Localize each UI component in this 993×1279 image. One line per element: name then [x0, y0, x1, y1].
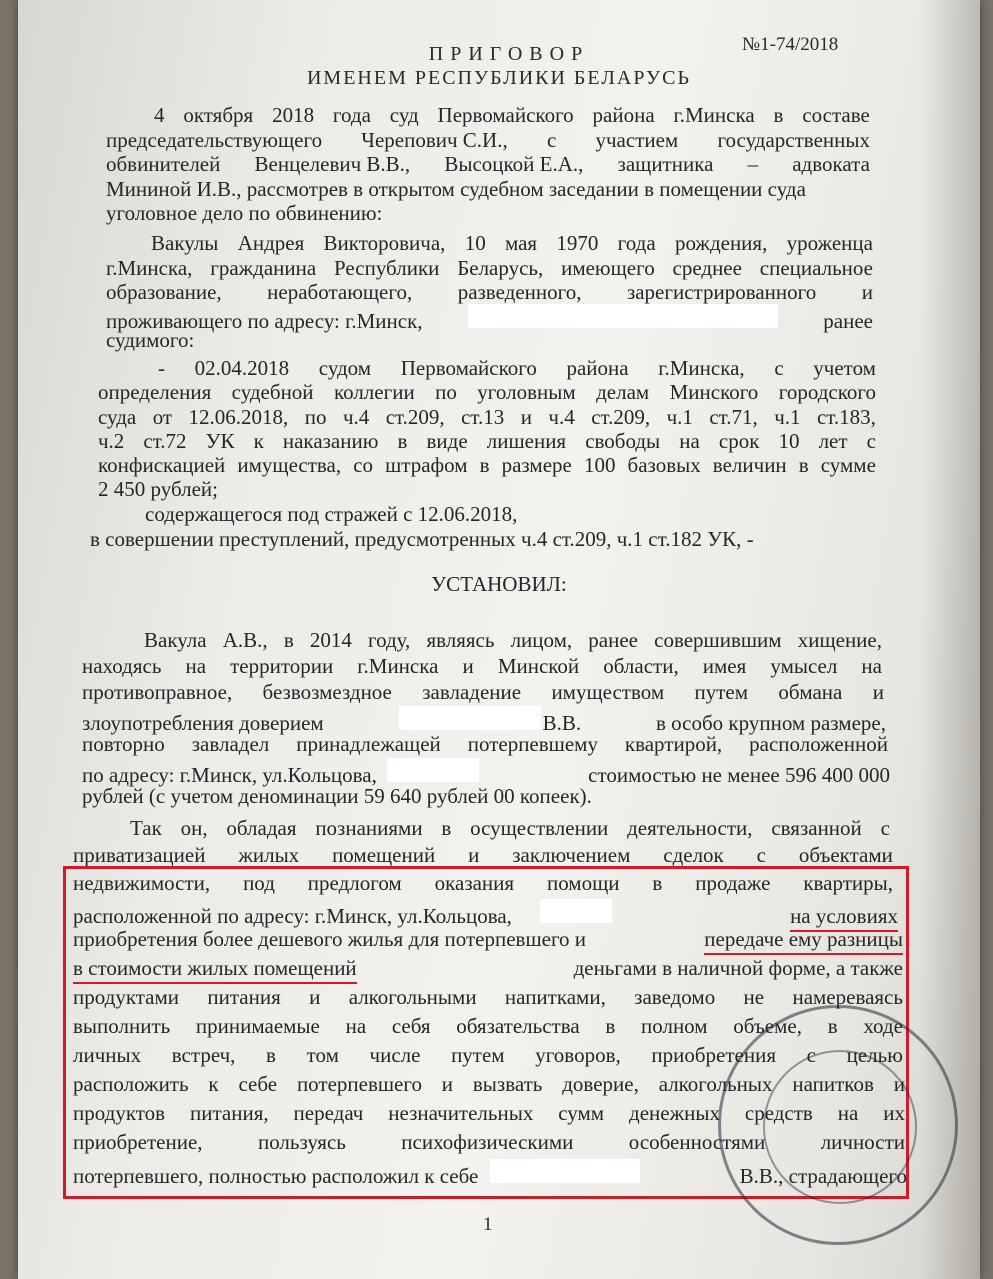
- court-seal: [718, 1005, 958, 1245]
- word: обязательства: [456, 1014, 580, 1038]
- word: среднее: [672, 256, 742, 280]
- word: Минской: [497, 654, 580, 678]
- word: базовых: [627, 453, 701, 477]
- word: связанной: [771, 816, 862, 840]
- text-line: [106, 177, 870, 202]
- word: предлогом: [307, 871, 402, 895]
- word: ст.209,: [591, 405, 651, 429]
- word: потерпевшего: [296, 1072, 422, 1096]
- word: том: [306, 1043, 339, 1067]
- word: осуществлении: [470, 816, 609, 840]
- word: Андрея: [237, 231, 305, 255]
- text-fragment: стоимостью не менее 596 400 000: [588, 763, 890, 787]
- text-fragment: деньгами в наличной форме, а также: [573, 956, 903, 980]
- word: в: [827, 1014, 838, 1038]
- word: году,: [367, 628, 411, 652]
- word: в: [283, 628, 294, 652]
- word: выполнить: [73, 1014, 171, 1038]
- seal-emblem: [763, 1050, 917, 1204]
- word: сделок: [663, 843, 724, 867]
- word: величин: [712, 453, 787, 477]
- word: ст.71,: [709, 405, 758, 429]
- text-line: [98, 405, 876, 430]
- text-line: [145, 502, 845, 527]
- document-page: [18, 0, 980, 1279]
- text-line: [98, 429, 876, 454]
- word: председательствующего: [106, 128, 323, 152]
- word: ч.2: [98, 429, 125, 453]
- word: 10: [464, 231, 486, 255]
- word: под: [243, 871, 275, 895]
- text-fragment: В.В.: [542, 711, 582, 735]
- word: целью: [846, 1043, 903, 1067]
- word: виде: [426, 429, 468, 453]
- text-fragment: по адресу: г.Минск, ул.Кольцова,: [82, 763, 377, 787]
- word: в: [605, 1014, 616, 1038]
- word: психофизическими: [401, 1130, 574, 1154]
- word: содержащегося под стражей с 12.06.2018,: [145, 502, 518, 526]
- word: учетом: [813, 356, 876, 380]
- redacted-name: [399, 706, 541, 730]
- word: с: [880, 816, 890, 840]
- highlighted-phrase: передаче ему разницы: [704, 927, 903, 955]
- word: рублей (с учетом деноминации 59 640 рублей 00 копеек).: [82, 784, 592, 808]
- word: с: [756, 843, 766, 867]
- word: продуктов: [73, 1101, 166, 1125]
- word: приобретение,: [73, 1130, 203, 1154]
- word: территории: [230, 654, 334, 678]
- word: в: [773, 103, 784, 127]
- word: имея: [702, 654, 747, 678]
- word: на: [679, 429, 700, 453]
- word: личности: [820, 1130, 905, 1154]
- word: расположенной: [749, 732, 888, 756]
- word: квартиры,: [803, 871, 893, 895]
- word: повторно: [82, 732, 165, 756]
- word: судом: [318, 356, 372, 380]
- word: имуществом: [551, 680, 665, 704]
- word: 4: [154, 103, 165, 127]
- word: незначительных: [388, 1101, 534, 1125]
- word: делам: [596, 380, 650, 404]
- text-fragment: расположенной по адресу: г.Минск, ул.Кольцова,: [73, 904, 512, 928]
- word: Черепович С.И.,: [361, 128, 508, 152]
- word: года: [617, 231, 656, 255]
- word: района: [592, 103, 655, 127]
- word: конфискацией: [98, 453, 226, 477]
- word: напитков: [792, 1072, 874, 1096]
- word: продуктами: [73, 985, 180, 1009]
- word: потерпевшему: [467, 732, 598, 756]
- word: полном: [641, 1014, 708, 1038]
- word: продаже: [695, 871, 771, 895]
- word: с: [806, 1043, 816, 1067]
- word: Первомайского: [400, 356, 537, 380]
- text-line: [90, 527, 870, 552]
- document-title: ПРИГОВОР: [428, 43, 590, 65]
- word: ч.4: [342, 405, 370, 429]
- text-line: [98, 477, 876, 502]
- word: штрафом: [385, 453, 468, 477]
- text-line: [158, 356, 876, 381]
- word: помощи: [546, 871, 620, 895]
- word: питания: [207, 985, 281, 1009]
- word: он,: [180, 816, 208, 840]
- word: совершившим: [654, 628, 782, 652]
- word: с: [866, 429, 876, 453]
- word: денежных: [629, 1101, 720, 1125]
- word: и: [441, 1072, 454, 1096]
- word: в: [266, 1043, 276, 1067]
- word: обмана: [778, 680, 843, 704]
- word: передач: [293, 1101, 364, 1125]
- word: встреч,: [171, 1043, 236, 1067]
- text-line: [98, 380, 876, 405]
- word: образование,: [106, 280, 222, 304]
- text-line: [106, 128, 870, 153]
- word: суд: [389, 103, 419, 127]
- word: 100: [583, 453, 616, 477]
- word: и: [872, 680, 884, 704]
- word: обладая: [226, 816, 297, 840]
- word: Первомайского: [437, 103, 574, 127]
- word: года: [332, 103, 371, 127]
- word: размере: [501, 453, 572, 477]
- word: и: [520, 405, 532, 429]
- word: деятельности,: [627, 816, 753, 840]
- word: судимого:: [106, 328, 195, 352]
- word: адвоката: [792, 152, 870, 176]
- word: обвинителей: [106, 152, 221, 176]
- word: на: [345, 1014, 367, 1038]
- word: в: [397, 429, 408, 453]
- word: по: [435, 380, 457, 404]
- word: разведенного,: [457, 280, 582, 304]
- word: судебной: [231, 380, 314, 404]
- word: 12.06.2018,: [188, 405, 289, 429]
- word: расположить: [73, 1072, 189, 1096]
- word: недвижимости,: [73, 871, 211, 895]
- word: особенностями: [628, 1130, 766, 1154]
- word: ст.209,: [385, 405, 445, 429]
- highlighted-phrase: на условиях: [790, 904, 898, 932]
- word: –: [747, 152, 759, 176]
- page-number: 1: [483, 1214, 493, 1235]
- word: алкогольными: [348, 985, 477, 1009]
- text-line: [82, 784, 890, 809]
- word: по: [304, 405, 327, 429]
- text-line: [73, 843, 893, 868]
- word: 2 450 рублей;: [98, 477, 218, 501]
- word: заведомо: [634, 985, 716, 1009]
- text-line: [82, 680, 884, 705]
- text-line: [106, 256, 873, 281]
- word: уголовное дело по обвинению:: [106, 201, 383, 225]
- word: коллегии: [333, 380, 415, 404]
- word: 1970: [556, 231, 599, 255]
- word: хищение,: [797, 628, 882, 652]
- word: с: [546, 128, 557, 152]
- word: Минского: [669, 380, 759, 404]
- word: ч.4: [548, 405, 575, 429]
- word: уголовным: [477, 380, 576, 404]
- word: Республики: [334, 256, 440, 280]
- word: противоправное,: [82, 680, 233, 704]
- word: Беларусь,: [457, 256, 544, 280]
- word: безвозмездное: [262, 680, 392, 704]
- word: городского: [778, 380, 876, 404]
- word: г.Минска,: [658, 356, 745, 380]
- word: рождения,: [674, 231, 768, 255]
- word: ч.1: [774, 405, 801, 429]
- word: не: [743, 985, 765, 1009]
- word: питания,: [189, 1101, 269, 1125]
- word: приватизацией: [73, 843, 206, 867]
- address-prefix: проживающего по адресу: г.Минск,: [106, 309, 423, 333]
- word: познаниями: [315, 816, 423, 840]
- word: 2014: [309, 628, 352, 652]
- word: г.Минска,: [106, 256, 193, 280]
- word: принимаемые: [195, 1014, 320, 1038]
- word: намереваясь: [792, 985, 903, 1009]
- word: ст.72: [143, 429, 187, 453]
- word: с: [774, 356, 784, 380]
- text-line: [151, 231, 873, 256]
- word: определения: [98, 380, 212, 404]
- word: уговоров,: [535, 1043, 621, 1067]
- highlighted-phrase: в стоимости жилых помещений: [73, 956, 357, 984]
- word: специальное: [759, 256, 873, 280]
- word: -: [158, 356, 165, 380]
- word: в: [441, 816, 452, 840]
- word: 02.04.2018: [194, 356, 290, 380]
- word: Так: [130, 816, 162, 840]
- word: защитника: [617, 152, 714, 176]
- word: свободы: [585, 429, 661, 453]
- redacted-address: [468, 304, 778, 328]
- text-line: [106, 152, 870, 177]
- word: квартирой,: [624, 732, 723, 756]
- text-line: [98, 453, 876, 478]
- word: со: [353, 453, 374, 477]
- word: находясь: [82, 654, 162, 678]
- word: объектами: [798, 843, 893, 867]
- word: пользуясь: [257, 1130, 346, 1154]
- word: жилых: [238, 843, 300, 867]
- word: имеющего: [561, 256, 655, 280]
- word: г.Минска: [357, 654, 439, 678]
- word: путем: [694, 680, 749, 704]
- word: лицом,: [510, 628, 573, 652]
- word: и: [893, 1072, 905, 1096]
- word: и: [462, 654, 474, 678]
- word: Вакулы: [151, 231, 219, 255]
- word: и: [309, 985, 321, 1009]
- word: вызвать: [472, 1072, 543, 1096]
- word: завладел: [191, 732, 270, 756]
- word: в совершении преступлений, предусмотренных ч.4 ст.209, ч.1 ст.182 УК, -: [90, 527, 754, 551]
- text-line: [106, 328, 873, 353]
- word: Викторовича,: [323, 231, 446, 255]
- word: и: [468, 843, 480, 867]
- word: ч.1: [666, 405, 693, 429]
- word: срок: [718, 429, 760, 453]
- word: составе: [802, 103, 870, 127]
- redacted-address: [387, 758, 479, 782]
- word: мая: [504, 231, 538, 255]
- word: ранее: [588, 628, 638, 652]
- word: государственных: [717, 128, 870, 152]
- word: путем: [451, 1043, 505, 1067]
- word: к: [208, 1072, 219, 1096]
- word: А.В.,: [222, 628, 268, 652]
- word: напитками,: [504, 985, 606, 1009]
- text-fragment: потерпевшего, полностью расположил к себе: [73, 1164, 479, 1188]
- word: себе: [238, 1072, 278, 1096]
- text-line: [144, 628, 882, 653]
- word: средств: [744, 1101, 813, 1125]
- word: 2018: [272, 103, 315, 127]
- word: заключением: [512, 843, 631, 867]
- word: и: [861, 280, 873, 304]
- word: сумме: [820, 453, 876, 477]
- document-subtitle: ИМЕНЕМ РЕСПУБЛИКИ БЕЛАРУСЬ: [306, 67, 691, 89]
- word: приобретения: [651, 1043, 776, 1067]
- word: 10: [778, 429, 800, 453]
- word: себя: [391, 1014, 431, 1038]
- word: лишения: [486, 429, 567, 453]
- word: Высоцкой Е.А.,: [444, 152, 584, 176]
- word: в: [479, 453, 490, 477]
- word: к: [253, 429, 264, 453]
- word: в: [652, 871, 663, 895]
- word: ходе: [863, 1014, 903, 1038]
- case-number: №1-74/2018: [742, 34, 839, 55]
- word: завладение: [422, 680, 522, 704]
- word: на: [837, 1101, 859, 1125]
- word: умысел: [770, 654, 838, 678]
- word: наказанию: [282, 429, 379, 453]
- word: на: [185, 654, 207, 678]
- text-line: [82, 732, 888, 757]
- word: доверие,: [562, 1072, 639, 1096]
- word: на: [861, 654, 882, 678]
- word: суда: [98, 405, 137, 429]
- word: числе: [369, 1043, 421, 1067]
- text-fragment: приобретения более дешевого жилья для потерпевшего и: [73, 927, 587, 951]
- word: Мининой И.В., рассмотрев в открытом судебном заседании в помещении суда: [106, 177, 806, 201]
- text-fragment: ранее: [823, 309, 873, 333]
- section-heading: УСТАНОВИЛ:: [431, 572, 567, 596]
- word: Венцелевич В.В.,: [254, 152, 411, 176]
- text-fragment: злоупотребления доверием: [82, 711, 324, 735]
- text-line: [130, 816, 890, 841]
- text-fragment: в особо крупном размере,: [655, 711, 886, 735]
- word: зарегистрированного: [626, 280, 817, 304]
- word: ст.13: [461, 405, 505, 429]
- text-line: [154, 103, 870, 128]
- word: неработающего,: [267, 280, 413, 304]
- word: от: [152, 405, 173, 429]
- word: имущества,: [237, 453, 342, 477]
- word: оказания: [434, 871, 515, 895]
- word: принадлежащей: [296, 732, 441, 756]
- word: являясь: [426, 628, 495, 652]
- word: участием: [595, 128, 679, 152]
- word: лет: [818, 429, 848, 453]
- text-line: [106, 280, 873, 305]
- word: Вакула: [144, 628, 207, 652]
- word: гражданина: [210, 256, 317, 280]
- word: сумм: [558, 1101, 605, 1125]
- text-line: [106, 201, 870, 226]
- word: личных: [73, 1043, 142, 1067]
- word: области,: [603, 654, 679, 678]
- word: помещений: [332, 843, 436, 867]
- word: ст.183,: [816, 405, 876, 429]
- word: октября: [183, 103, 254, 127]
- word: УК: [205, 429, 235, 453]
- word: их: [883, 1101, 905, 1125]
- word: уроженца: [786, 231, 873, 255]
- word: алкогольных: [658, 1072, 773, 1096]
- text-fragment: В.В., страдающего: [739, 1164, 907, 1188]
- word: района: [566, 356, 629, 380]
- text-line: [82, 654, 882, 679]
- word: г.Минска: [673, 103, 755, 127]
- word: в: [798, 453, 809, 477]
- word: объеме,: [733, 1014, 802, 1038]
